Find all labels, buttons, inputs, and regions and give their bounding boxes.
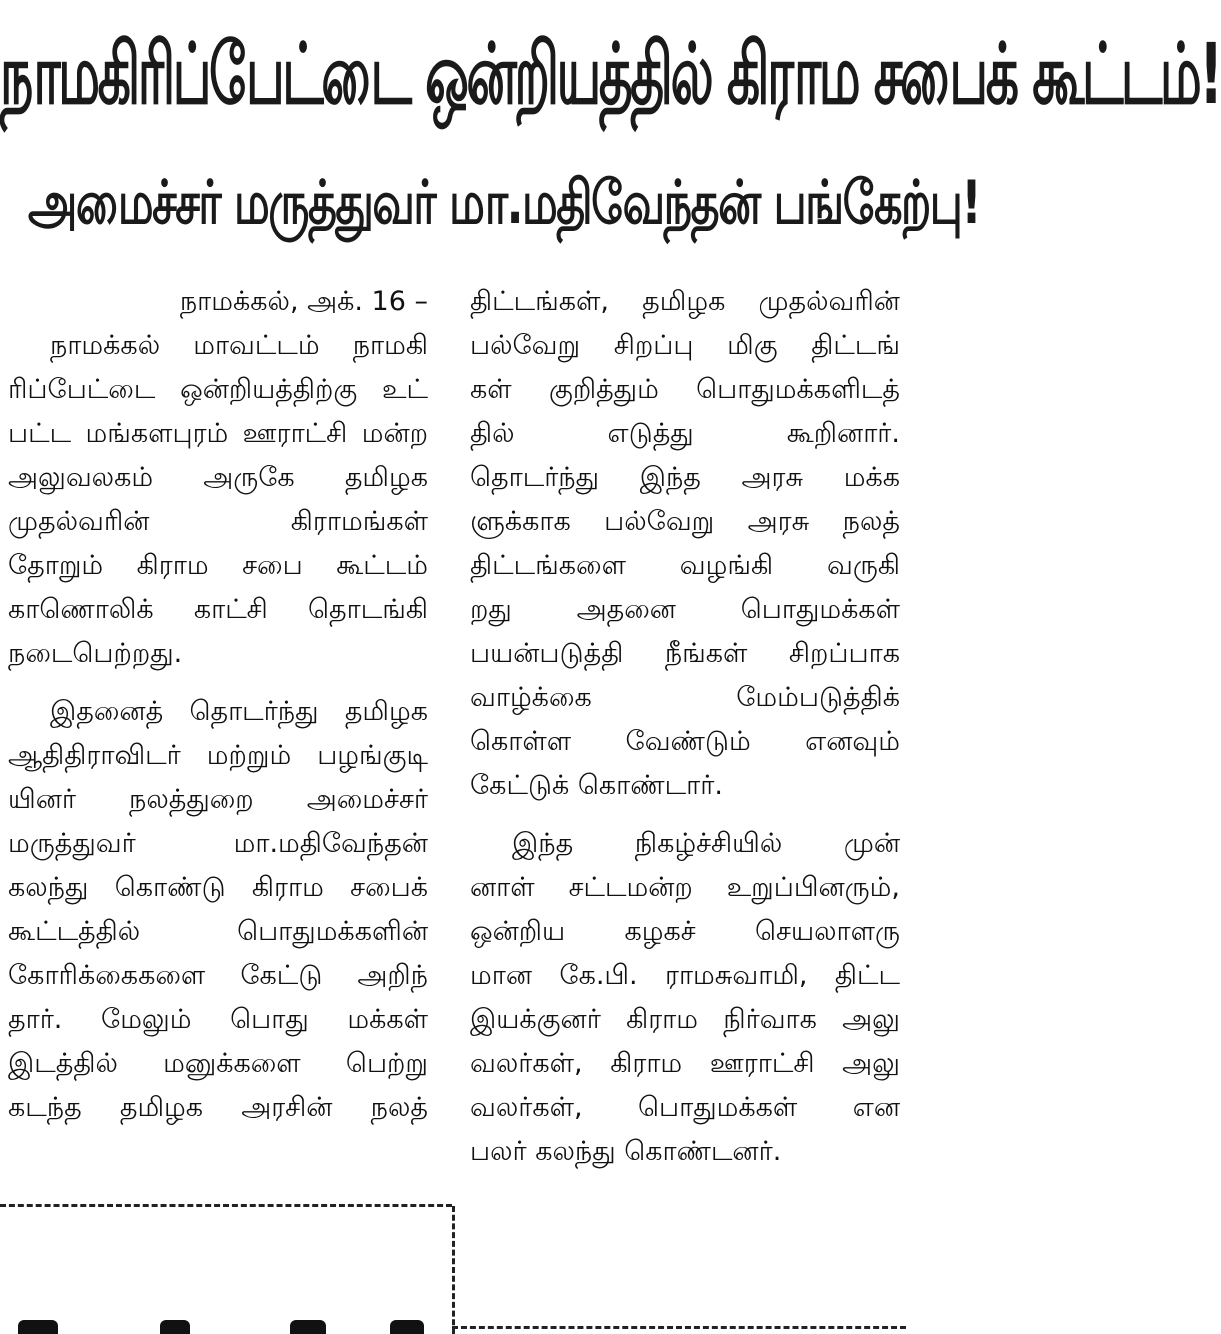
paragraph-line: இதனைத் தொடர்ந்து தமிழக — [50, 696, 428, 727]
paragraph-line: இயக்குனர் கிராம நிர்வாக அலு — [470, 1004, 900, 1035]
paragraph-line: வாழ்க்கை மேம்படுத்திக் — [470, 682, 900, 713]
paragraph-line: யினர் நலத்துறை அமைச்சர் — [8, 784, 428, 815]
paragraph-line: கோரிக்கைகளை கேட்டு அறிந் — [8, 960, 428, 991]
paragraph-line: ஒன்றிய கழகச் செயலாளரு — [470, 916, 900, 947]
box-border-dashed-bottom — [452, 1326, 906, 1329]
paragraph-line: பட்ட மங்களபுரம் ஊராட்சி மன்ற — [8, 418, 428, 449]
paragraph-line: முதல்வரின் கிராமங்கள் — [8, 506, 428, 537]
paragraph-line: மருத்துவர் மா.மதிவேந்தன் — [8, 828, 428, 859]
paragraph-line: பலர் கலந்து கொண்டனர். — [470, 1136, 782, 1167]
paragraph-line: அலுவலகம் அருகே தமிழக — [8, 462, 428, 493]
article-left-column — [8, 282, 428, 1132]
section-divider-dashed — [0, 1204, 452, 1207]
paragraph-line: நாமக்கல் மாவட்டம் நாமகி — [50, 330, 428, 361]
paragraph-line: கூட்டத்தில் பொதுமக்களின் — [8, 916, 428, 947]
paragraph-line: வலர்கள், கிராம ஊராட்சி அலு — [470, 1048, 900, 1079]
headline-sub: அமைச்சர் மருத்துவர் மா.மதிவேந்தன் பங்கேற்பு! — [28, 168, 981, 238]
paragraph-line: மான கே.பி. ராமசுவாமி, திட்ட — [470, 960, 900, 991]
paragraph-line: காணொலிக் காட்சி தொடங்கி — [8, 594, 428, 625]
paragraph-line: கடந்த தமிழக அரசின் நலத் — [8, 1092, 428, 1123]
article-right-column — [470, 282, 900, 1176]
paragraph-line: தொடர்ந்து இந்த அரசு மக்க — [470, 462, 900, 493]
paragraph-line: பல்வேறு சிறப்பு மிகு திட்டங் — [470, 330, 900, 361]
paragraph-line: இந்த நிகழ்ச்சியில் முன் — [512, 828, 900, 859]
paragraph-line: னாள் சட்டமன்ற உறுப்பினரும், — [470, 872, 900, 903]
paragraph-line: தார். மேலும் பொது மக்கள் — [8, 1004, 428, 1035]
paragraph-line: ரிப்பேட்டை ஒன்றியத்திற்கு உட் — [8, 374, 428, 405]
paragraph-line: ளுக்காக பல்வேறு அரசு நலத் — [470, 506, 900, 537]
paragraph-line: கள் குறித்தும் பொதுமக்களிடத் — [470, 374, 900, 405]
next-headline-cropped — [10, 1320, 430, 1334]
paragraph-line: கலந்து கொண்டு கிராம சபைக் — [8, 872, 428, 903]
box-border-dashed — [452, 1206, 455, 1334]
paragraph-line: இடத்தில் மனுக்களை பெற்று — [8, 1048, 428, 1079]
paragraph-line: தில் எடுத்து கூறினார். — [470, 418, 900, 449]
headline-main: நாமகிரிப்பேட்டை ஒன்றியத்தில் கிராம சபைக் கூட்டம்! — [0, 25, 1221, 123]
paragraph-line: திட்டங்கள், தமிழக முதல்வரின் — [470, 286, 900, 317]
paragraph-line: தோறும் கிராம சபை கூட்டம் — [8, 550, 428, 581]
paragraph-line: ஆதிதிராவிடர் மற்றும் பழங்குடி — [8, 740, 428, 771]
paragraph-line: றது அதனை பொதுமக்கள் — [470, 594, 900, 625]
dateline: நாமக்கல், அக். 16 – — [179, 286, 428, 317]
paragraph-line: வலர்கள், பொதுமக்கள் என — [470, 1092, 900, 1123]
paragraph-line: நடைபெற்றது. — [8, 638, 183, 669]
paragraph-line: கேட்டுக் கொண்டார். — [470, 770, 723, 801]
paragraph-line: கொள்ள வேண்டும் எனவும் — [470, 726, 900, 757]
paragraph-line: திட்டங்களை வழங்கி வருகி — [470, 550, 900, 581]
paragraph-line: பயன்படுத்தி நீங்கள் சிறப்பாக — [470, 638, 900, 669]
